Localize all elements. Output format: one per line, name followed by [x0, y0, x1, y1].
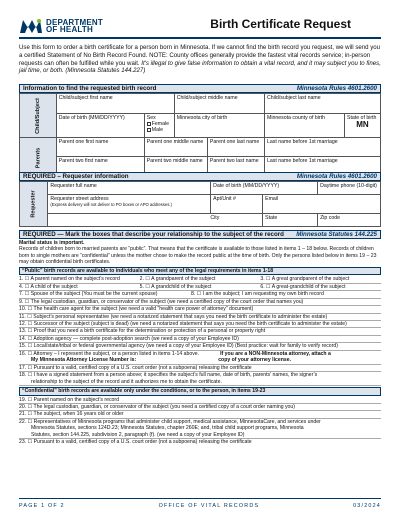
intro-warning: It's illegal to give false information to obtain a vital record, and it may subject you to fines, jail time, or both. (Minnesota Statutes 144.227): [19, 59, 381, 75]
footer-page: PAGE 1 OF 2: [19, 503, 65, 509]
relationship-item[interactable]: 1. ☐ A parent named on the subject’s record: [19, 276, 120, 283]
marital-text: Records of children born to married parents are “public”. That means that the certificate is available to those listed in items 1 – 18 below. Records of children born to single mothers are “confidential” unless the mother chose to make the record public at the time of birth. Only the persons listed below in items 19 – 23 may obtain confidential birth certificates.: [19, 246, 377, 266]
parent1-last-before-marriage-field[interactable]: Last name before 1st marriage: [265, 138, 381, 157]
logo-line2: OF HEALTH: [46, 25, 93, 34]
confidential-item[interactable]: 23. ☐ Pursuant to a valid, certified copy of a U.S. court order (not a subpoena) releasing the certificate: [19, 439, 252, 446]
confidential-item[interactable]: 21. ☐ The subject, when 16 years old or older: [19, 411, 381, 418]
requester-email-field[interactable]: Email: [263, 195, 381, 214]
logo-line1: DEPARTMENT: [46, 17, 103, 27]
street-note: (Express delivery will not deliver to PO boxes or APO addresses.): [50, 202, 172, 207]
requester-zip-field[interactable]: Zip code: [318, 214, 381, 227]
footer-date: 03/2024: [353, 503, 381, 509]
relationship-item[interactable]: 7. ☐ Spouse of the subject (You must be the current spouse): [19, 291, 158, 298]
requester-city-field[interactable]: City: [48, 214, 263, 227]
relationship-item[interactable]: 15. ☐ Local/state/tribal or federal governmental agency (we need a copy of your Employee ID) (Best practice: wait for family to verify record): [19, 343, 381, 350]
relationship-item[interactable]: 3. ☐ A great grandparent of the subject: [260, 276, 350, 283]
footer: [19, 498, 381, 509]
relationship-item-cont: relationship to the subject of the record and it authorizes me to obtain the certificate.: [19, 379, 381, 386]
minnesota-logo-icon: [19, 17, 43, 35]
confidential-heading: “Confidential” birth records are available only under the conditions, or to the person, in items 19-23: [19, 387, 381, 395]
dob-field[interactable]: Date of birth (MM/DD/YYYY): [56, 114, 144, 138]
section-rule: Minnesota Rules 4601.2600: [296, 85, 377, 92]
side-label-requester: Requester: [20, 182, 48, 227]
attorney-note-2: copy of your attorney license.: [218, 357, 292, 364]
state-of-birth-field: State of birth MN: [345, 114, 381, 138]
relationship-item[interactable]: 13. ☐ Proof that you need a birth certificate for the determination or protection of a personal or property right: [19, 328, 381, 335]
section-rule: Minnesota Rules 4601.2600: [296, 173, 377, 180]
male-checkbox[interactable]: [147, 128, 151, 132]
requester-dob-field[interactable]: Date of birth (MM/DD/YYYY): [211, 182, 318, 195]
relationship-item[interactable]: 18. ☐ I have a signed statement from a person above; it specifies the subject’s full name, date of birth, parents’ names, the signer’s: [19, 372, 318, 379]
confidential-item[interactable]: 22. ☐ Representatives of Minnesota programs that administer child support, medical assistance, MinnesotaCare, and services under: [19, 418, 321, 425]
relationship-item[interactable]: 17. ☐ Pursuant to a valid, certified copy of a U.S. court order (not a subpoena) releasing the certificate: [19, 365, 381, 372]
parent2-middle-name-field[interactable]: Parent two middle name: [144, 157, 207, 178]
confidential-item-cont: Statutes, section 144.225, subdivision 2, paragraph (f). (we need a copy of your Employee ID): [19, 432, 381, 439]
record-info-table: [19, 93, 381, 178]
sex-label: Sex: [146, 115, 156, 121]
child-first-name-field[interactable]: Child/subject first name: [56, 94, 174, 114]
male-option[interactable]: Male: [147, 127, 172, 133]
header: [19, 15, 381, 39]
requester-phone-field[interactable]: Daytime phone (10-digit): [318, 182, 381, 195]
parent1-middle-name-field[interactable]: Parent one middle name: [144, 138, 207, 157]
requester-street-field[interactable]: Requester street address (Express delivery will not deliver to PO boxes or APO addresses.): [48, 195, 211, 214]
relationship-item[interactable]: 4. ☐ A child of the subject: [19, 283, 78, 290]
footer-office: OFFICE OF VITAL RECORDS: [158, 503, 260, 509]
marital-heading: Marital status is important.: [19, 240, 85, 246]
sex-field: [144, 114, 174, 138]
parent1-first-name-field[interactable]: Parent one first name: [56, 138, 144, 157]
requester-name-field[interactable]: Requester full name: [48, 182, 211, 195]
intro-body: Use this form to order a birth certificate for a person born in Minnesota. If we cannot find the birth record you request, we will send you a certified Statement of No Birth Record Found. NOTE: County offices generally provide the fastest vital records service; in-person requests can often be fulfilled while you wait.: [19, 44, 381, 67]
parent2-last-name-field[interactable]: Parent two last name: [207, 157, 264, 178]
confidential-item-cont: Minnesota Statutes, sections 124D.23; Minnesota Statutes, chapter 260E; and, tribal child support programs, Minnesota: [31, 425, 304, 432]
child-last-name-field[interactable]: Child/subject last name: [265, 94, 381, 114]
state-value: MN: [356, 120, 369, 129]
relationship-item[interactable]: 6. ☐ A great-grandchild of the subject: [260, 283, 346, 290]
intro-text: [19, 44, 381, 75]
parent2-last-before-marriage-field[interactable]: Last name before 1st marriage: [265, 157, 381, 178]
female-option[interactable]: Female: [147, 121, 172, 127]
parent1-last-name-field[interactable]: Parent one last name: [207, 138, 264, 157]
child-middle-name-field[interactable]: Child/subject middle name: [174, 94, 264, 114]
section-bar-record-info: [19, 84, 381, 93]
section-title: Information to find the requested birth record: [23, 85, 157, 92]
relationship-item[interactable]: 2. ☐ A grandparent of the subject: [139, 276, 216, 283]
relationship-item[interactable]: 12. ☐ Successor of the subject (subject is dead) (we need a notarized statement that says you need the birth certificate to administer the estate): [19, 321, 381, 328]
side-label-child: Child/Subject: [20, 94, 57, 138]
section-title: REQUIRED — Mark the boxes that describe your relationship to the subject of the record: [23, 231, 284, 238]
page-title: Birth Certificate Request: [210, 17, 351, 31]
requester-state-field[interactable]: State: [263, 214, 318, 227]
side-label-parents: Parents: [20, 138, 57, 178]
parent2-first-name-field[interactable]: Parent two first name: [56, 157, 144, 178]
relationship-section: [19, 240, 381, 446]
section-title: REQUIRED – Requester information: [23, 173, 129, 180]
mdh-logo: [19, 15, 103, 37]
attorney-note: If you are a NON-Minnesota attorney, attach a: [220, 350, 331, 357]
relationship-item[interactable]: 8. ☐ I am the subject; I am requesting my own birth record: [190, 291, 324, 298]
section-rule: Minnesota Statutes 144.225: [296, 231, 377, 238]
public-heading: “Public” birth records are available to individuals who meet any of the legal requirements in items 1-18: [19, 267, 381, 275]
female-checkbox[interactable]: [147, 122, 151, 126]
county-of-birth-field[interactable]: Minnesota county of birth: [265, 114, 345, 138]
relationship-item[interactable]: 5. ☐ A grandchild of the subject: [139, 283, 212, 290]
section-bar-requester: [19, 172, 381, 181]
relationship-item[interactable]: 11. ☐ Subject’s personal representative (we need a notarized statement that says you need the birth certificate to administer the estate): [19, 314, 381, 321]
confidential-item[interactable]: 19. ☐ Parent named on the subject’s record: [19, 397, 381, 404]
confidential-item[interactable]: 20. ☐ The legal custodian, guardian, or conservator of the subject (you need a certified copy of a court order naming you): [19, 404, 381, 411]
section-bar-relationship: [19, 230, 381, 239]
relationship-item[interactable]: 9. ☐ The legal custodian, guardian, or conservator of the subject (we need a certified copy of the court order that names you): [19, 299, 381, 306]
attorney-license-label: My Minnesota Attorney License Number is:: [31, 357, 137, 364]
relationship-item[interactable]: 16. ☐ Attorney – I represent the subject, or a person listed in items 1-14 above.: [19, 350, 200, 357]
city-of-birth-field[interactable]: Minnesota city of birth: [174, 114, 264, 138]
requester-apt-field[interactable]: Apt/Unit #: [211, 195, 263, 214]
relationship-item[interactable]: 10. ☐ The health care agent for the subject (we need a valid “health care power of attorney” document): [19, 306, 381, 313]
requester-table: [19, 181, 381, 227]
relationship-item[interactable]: 14. ☐ Adoption agency — complete post-adoption search (we need a copy of your Employee ID): [19, 336, 381, 343]
